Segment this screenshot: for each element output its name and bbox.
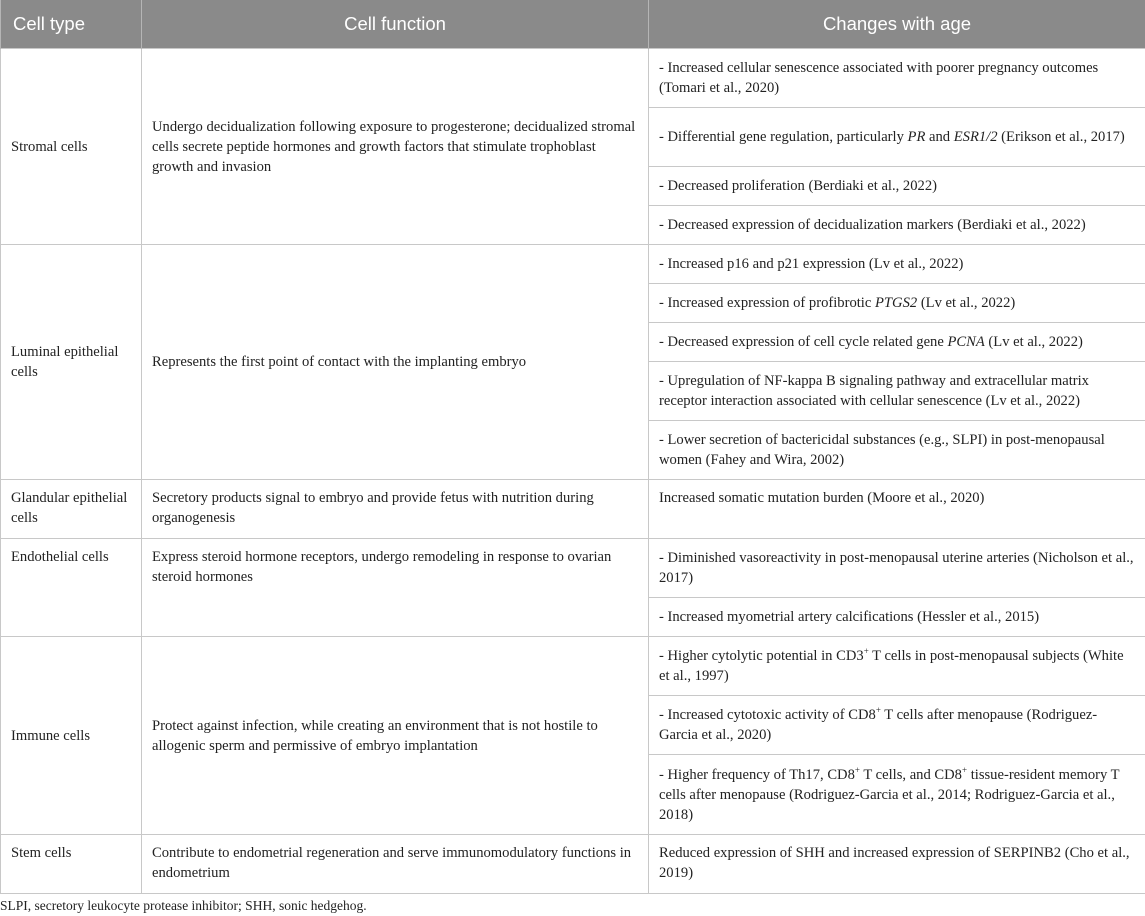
header-cell-function: Cell function <box>142 0 649 49</box>
endothelial-change-2: - Increased myometrial artery calcifications (Hessler et al., 2015) <box>649 598 1145 637</box>
luminal-change-5: - Lower secretion of bactericidal substances (e.g., SLPI) in post-menopausal women (Fahey and Wira, 2002) <box>649 421 1145 480</box>
immune-function-cell: Protect against infection, while creating an environment that is not hostile to allogenic sperm and permissive of embryo implantation <box>142 637 649 835</box>
immune-change-3: - Higher frequency of Th17, CD8+ T cells, and CD8+ tissue-resident memory T cells after menopause (Rodriguez-Garcia et al., 2014; Rodriguez-Garcia et al., 2018) <box>649 755 1145 835</box>
luminal-type-cell: Luminal epithelial cells <box>1 245 142 480</box>
table-row <box>1 245 1145 284</box>
table-footnote: SLPI, secretory leukocyte protease inhibitor; SHH, sonic hedgehog. <box>0 898 367 913</box>
header-cell-type: Cell type <box>1 0 142 49</box>
glandular-function-cell: Secretory products signal to embryo and provide fetus with nutrition during organogenesis <box>142 480 649 539</box>
stromal-change-3: - Decreased proliferation (Berdiaki et al., 2022) <box>649 167 1145 206</box>
luminal-function-cell: Represents the first point of contact with the implanting embryo <box>142 245 649 480</box>
stromal-change-4: - Decreased expression of decidualization markers (Berdiaki et al., 2022) <box>649 206 1145 245</box>
endothelial-function-cell: Express steroid hormone receptors, undergo remodeling in response to ovarian steroid hormones <box>142 539 649 637</box>
stromal-function-cell: Undergo decidualization following exposure to progesterone; decidualized stromal cells secrete peptide hormones and growth factors that stimulate trophoblast growth and invasion <box>142 49 649 245</box>
glandular-change-1: Increased somatic mutation burden (Moore et al., 2020) <box>649 480 1145 539</box>
header-row <box>1 0 1145 49</box>
table-row <box>1 49 1145 108</box>
glandular-type-cell: Glandular epithelial cells <box>1 480 142 539</box>
luminal-change-4: - Upregulation of NF-kappa B signaling pathway and extracellular matrix receptor interaction associated with cellular senescence (Lv et al., 2022) <box>649 362 1145 421</box>
immune-change-2: - Increased cytotoxic activity of CD8+ T cells after menopause (Rodriguez-Garcia et al., 2020) <box>649 696 1145 755</box>
stromal-type-cell: Stromal cells <box>1 49 142 245</box>
endothelial-type-cell: Endothelial cells <box>1 539 142 637</box>
table-row <box>1 835 1145 894</box>
immune-type-cell: Immune cells <box>1 637 142 835</box>
endothelial-change-1: - Diminished vasoreactivity in post-menopausal uterine arteries (Nicholson et al., 2017) <box>649 539 1145 598</box>
stem-function-cell: Contribute to endometrial regeneration and serve immunomodulatory functions in endometrium <box>142 835 649 894</box>
stem-type-cell: Stem cells <box>1 835 142 894</box>
header-changes-with-age: Changes with age <box>649 0 1145 49</box>
immune-change-1: - Higher cytolytic potential in CD3+ T cells in post-menopausal subjects (White et al., 1997) <box>649 637 1145 696</box>
stromal-change-2: - Differential gene regulation, particularly PR and ESR1/2 (Erikson et al., 2017) <box>649 108 1145 167</box>
luminal-change-2: - Increased expression of profibrotic PTGS2 (Lv et al., 2022) <box>649 284 1145 323</box>
stromal-change-1: - Increased cellular senescence associated with poorer pregnancy outcomes (Tomari et al., 2020) <box>649 49 1145 108</box>
stem-change-1: Reduced expression of SHH and increased expression of SERPINB2 (Cho et al., 2019) <box>649 835 1145 894</box>
table-row <box>1 480 1145 539</box>
table-row <box>1 637 1145 696</box>
table-row <box>1 539 1145 598</box>
luminal-change-1: - Increased p16 and p21 expression (Lv et al., 2022) <box>649 245 1145 284</box>
luminal-change-3: - Decreased expression of cell cycle related gene PCNA (Lv et al., 2022) <box>649 323 1145 362</box>
